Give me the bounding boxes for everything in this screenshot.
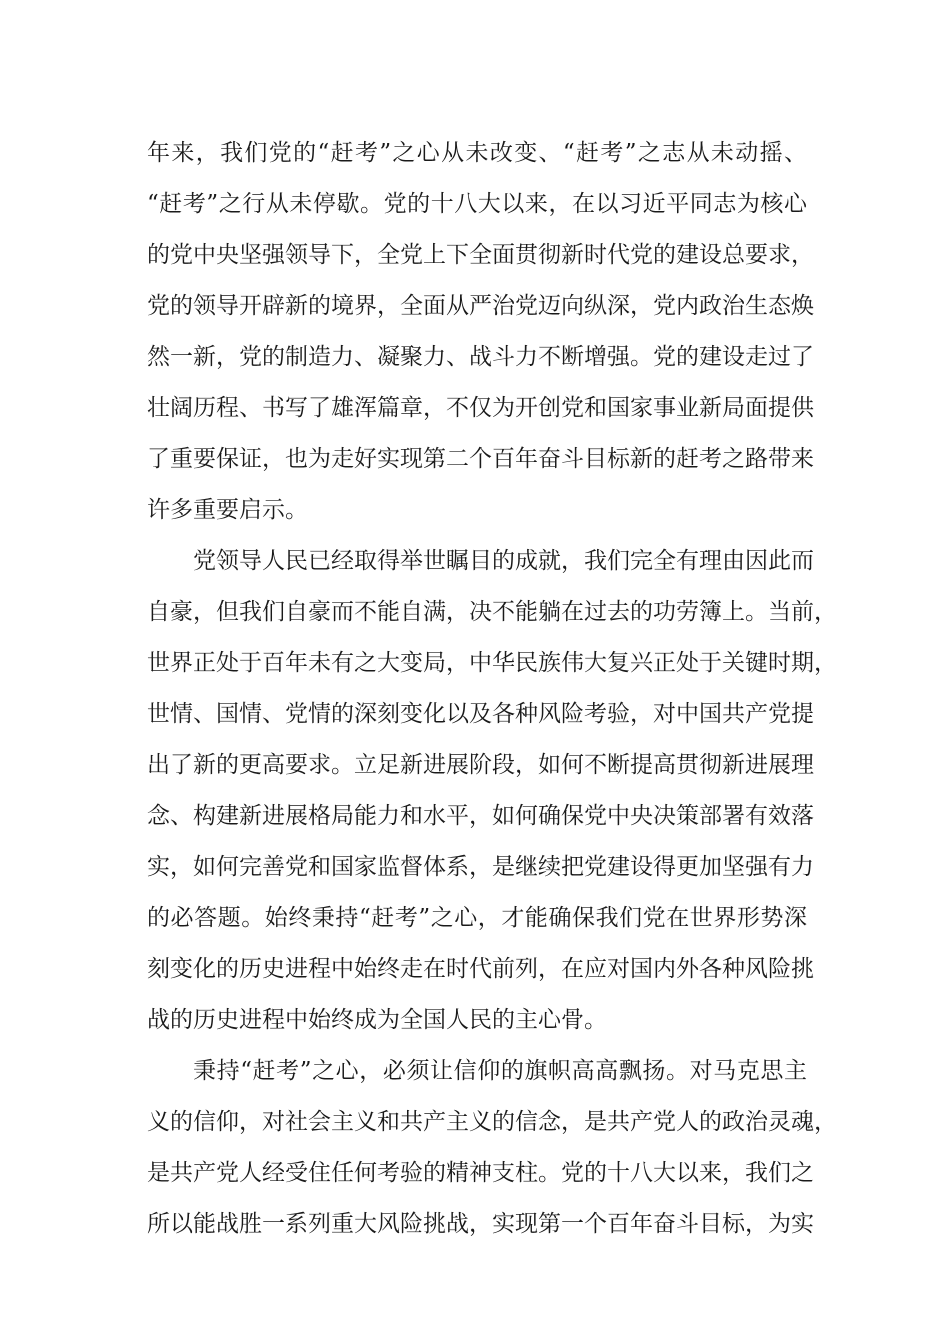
body-text — [147, 128, 837, 1250]
text-line: 然一新，党的制造力、凝聚力、战斗力不断增强。党的建设走过了 — [147, 344, 814, 370]
text-line: 刻变化的历史进程中始终走在时代前列，在应对国内外各种风险挑 — [147, 956, 814, 982]
text-line: 了重要保证，也为走好实现第二个百年奋斗目标新的赶考之路带来 — [147, 446, 814, 472]
text-line: 自豪，但我们自豪而不能自满，决不能躺在过去的功劳簿上。当前， — [147, 599, 837, 625]
text-line: “赶考”之行从未停歇。党的十八大以来，在以习近平同志为核心 — [147, 191, 807, 217]
text-line: 壮阔历程、书写了雄浑篇章，不仅为开创党和国家事业新局面提供 — [147, 395, 814, 421]
text-line: 的党中央坚强领导下，全党上下全面贯彻新时代党的建设总要求， — [147, 242, 814, 268]
text-line: 党领导人民已经取得举世瞩目的成就，我们完全有理由因此而 — [193, 548, 814, 574]
text-line: 年来，我们党的“赶考”之心从未改变、“赶考”之志从未动摇、 — [147, 140, 807, 166]
text-line: 义的信仰，对社会主义和共产主义的信念，是共产党人的政治灵魂， — [147, 1109, 837, 1135]
paragraph — [147, 1046, 837, 1250]
text-line: 战的历史进程中始终成为全国人民的主心骨。 — [147, 1007, 607, 1033]
paragraph — [147, 536, 837, 1046]
text-line: 的必答题。始终秉持“赶考”之心，才能确保我们党在世界形势深 — [147, 905, 807, 931]
text-line: 秉持“赶考”之心，必须让信仰的旗帜高高飘扬。对马克思主 — [193, 1058, 807, 1084]
text-line: 念、构建新进展格局能力和水平，如何确保党中央决策部署有效落 — [147, 803, 814, 829]
text-line: 所以能战胜一系列重大风险挑战，实现第一个百年奋斗目标，为实 — [147, 1211, 814, 1237]
paragraph — [147, 128, 814, 536]
text-line: 党的领导开辟新的境界，全面从严治党迈向纵深，党内政治生态焕 — [147, 293, 814, 319]
text-line: 世情、国情、党情的深刻变化以及各种风险考验，对中国共产党提 — [147, 701, 814, 727]
text-line: 实，如何完善党和国家监督体系，是继续把党建设得更加坚强有力 — [147, 854, 814, 880]
text-line: 是共产党人经受住任何考验的精神支柱。党的十八大以来，我们之 — [147, 1160, 814, 1186]
text-line: 出了新的更高要求。立足新进展阶段，如何不断提高贯彻新进展理 — [147, 752, 814, 778]
text-line: 世界正处于百年未有之大变局，中华民族伟大复兴正处于关键时期， — [147, 650, 837, 676]
text-line: 许多重要启示。 — [147, 497, 308, 523]
